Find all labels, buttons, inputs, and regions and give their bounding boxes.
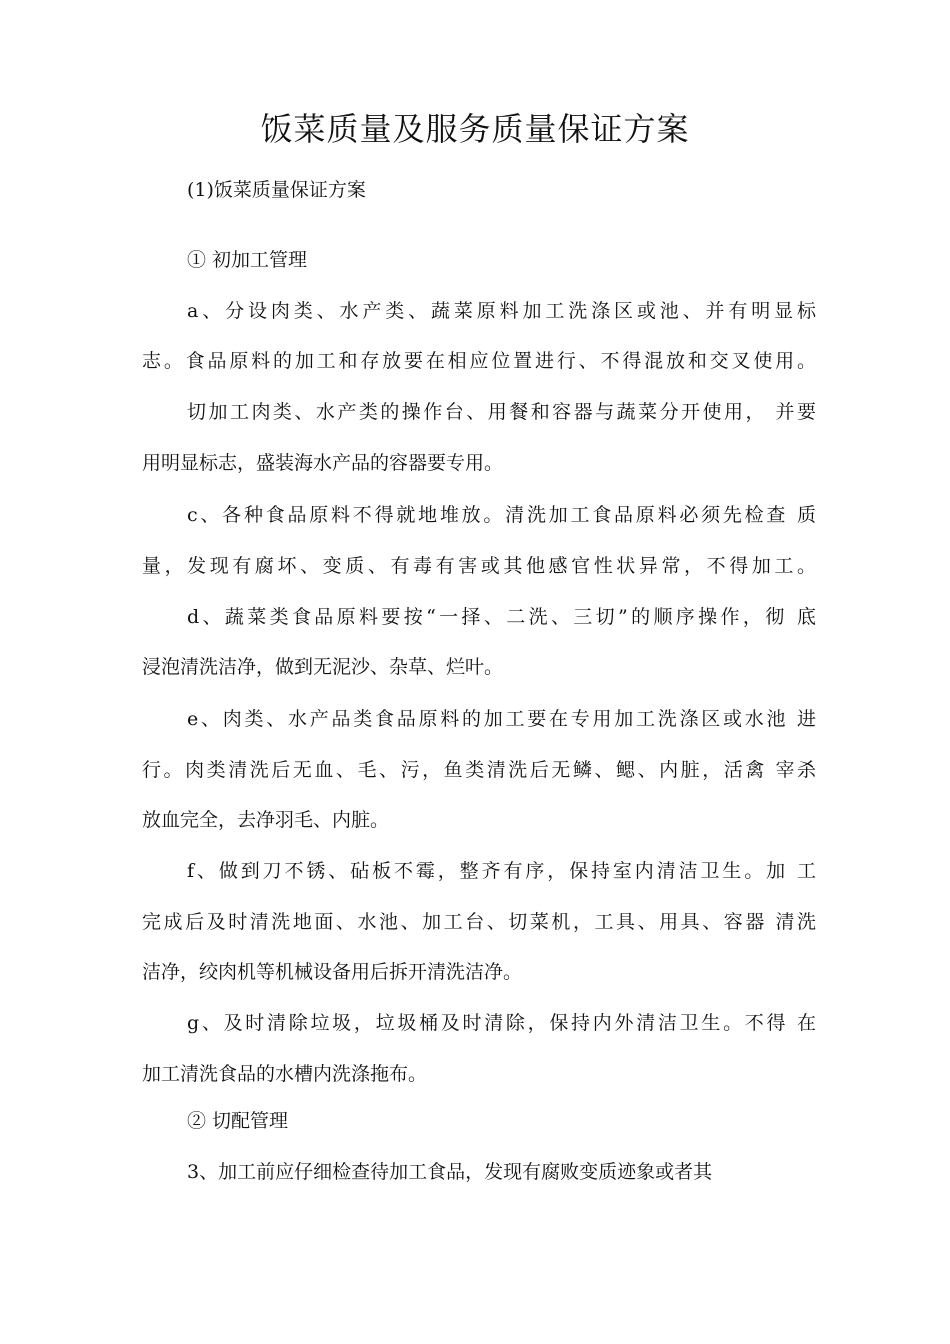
paragraph-line: f、做到刀不锈、砧板不霉，整齐有序，保持室内清洁卫生。加 工 [187, 860, 816, 882]
paragraph-line: 用明显标志，盛装海水产品的容器要专用。 [142, 452, 504, 474]
paragraph-line: e、肉类、水产品类食品原料的加工要在专用加工洗涤区或水池 进 [187, 708, 816, 730]
paragraph-line: 行。肉类清洗后无血、毛、污，鱼类清洗后无鳞、鳃、内脏，活禽 宰杀 [142, 759, 816, 781]
paragraph-line: 3、加工前应仔细检查待加工食品，发现有腐败变质迹象或者其 [187, 1161, 713, 1183]
subsection-heading: ② 切配管理 [187, 1110, 289, 1132]
paragraph-line: g、及时清除垃圾，垃圾桶及时清除，保持内外清洁卫生。不得 在 [187, 1012, 816, 1034]
paragraph-line: a、分设肉类、水产类、蔬菜原料加工洗涤区或池、并有明显标 [187, 300, 816, 322]
paragraph-line: 完成后及时清洗地面、水池、加工台、切菜机，工具、用具、容器 清洗 [142, 911, 816, 933]
paragraph-line: 志。食品原料的加工和存放要在相应位置进行、不得混放和交叉使用。 [142, 350, 816, 372]
subsection-heading: ① 初加工管理 [187, 249, 308, 271]
paragraph-line: 放血完全，去净羽毛、内脏。 [142, 809, 390, 831]
paragraph-line: 加工清洗食品的水槽内洗涤拖布。 [142, 1063, 428, 1085]
paragraph-line: 浸泡清洗洁净，做到无泥沙、杂草、烂叶。 [142, 656, 504, 678]
paragraph-line: 洁净，绞肉机等机械设备用后拆开清洗洁净。 [142, 961, 523, 983]
document-title: 饭菜质量及服务质量保证方案 [260, 110, 690, 148]
paragraph-line: 切加工肉类、水产类的操作台、用餐和容器与蔬菜分开使用， 并要 [187, 401, 816, 423]
paragraph-line: 量，发现有腐坏、变质、有毒有害或其他感官性状异常，不得加工。 [142, 555, 816, 577]
paragraph-line: c、各种食品原料不得就地堆放。清洗加工食品原料必须先检查 质 [187, 504, 816, 526]
paragraph-line: d、蔬菜类食品原料要按“一择、二洗、三切”的顺序操作，彻 底 [187, 606, 816, 628]
section-heading: (1)饭菜质量保证方案 [187, 179, 366, 201]
